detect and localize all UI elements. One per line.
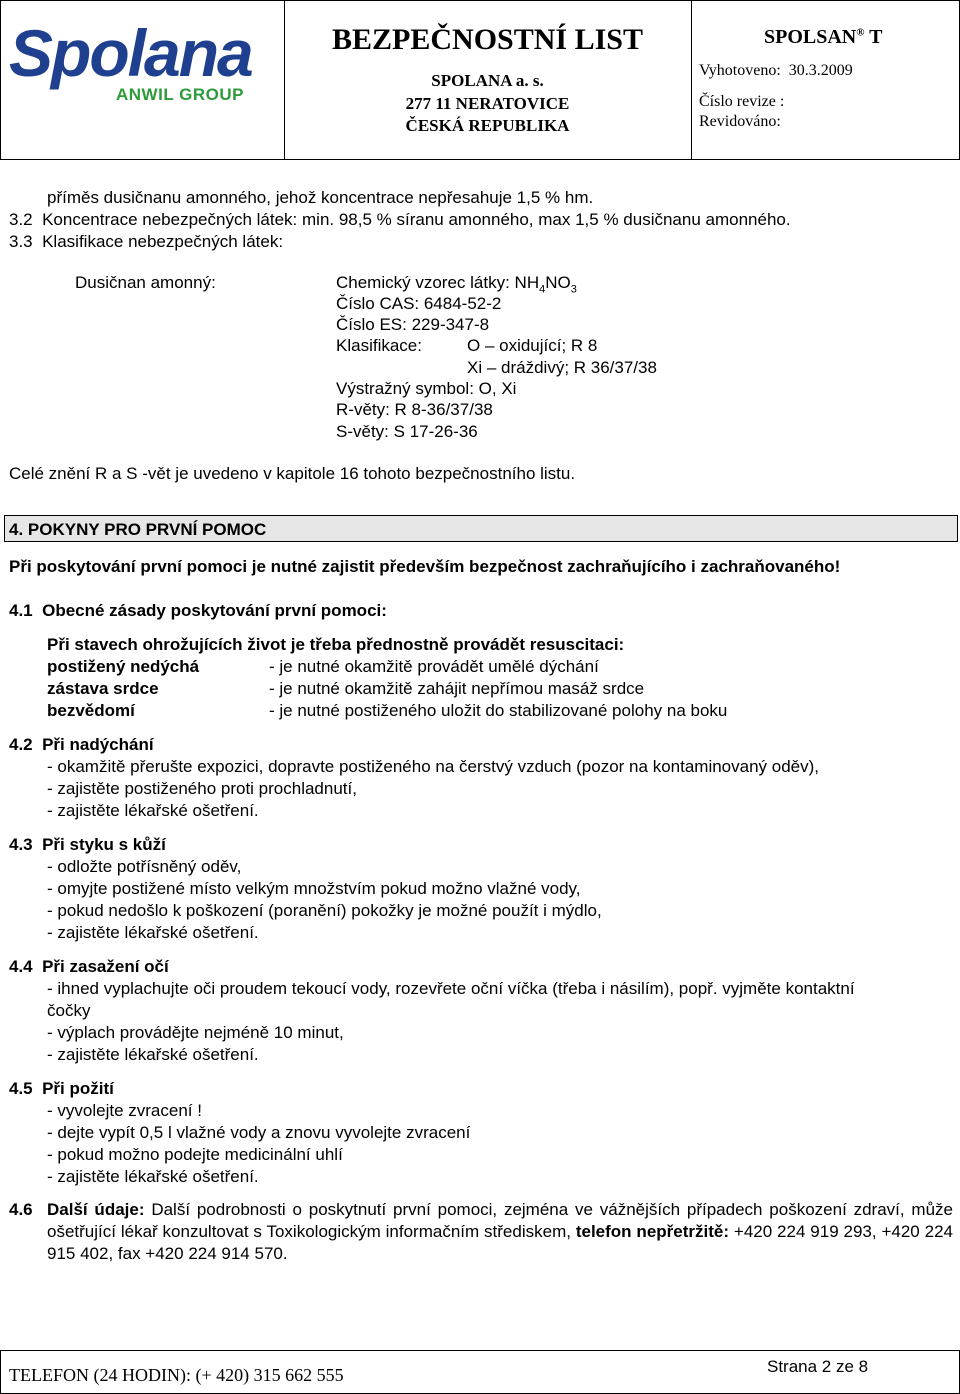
section-3-2: 3.2 Koncentrace nebezpečných látek: min. 98,5 % síranu amonného, max 1,5 % dusičnanu amonného.: [9, 210, 791, 229]
r-phrases: R-věty: R 8-36/37/38: [336, 400, 493, 419]
section-4-1: 4.1 Obecné zásady poskytování první pomoci:: [9, 601, 387, 620]
classification-oxidizing: O – oxidující; R 8: [467, 336, 598, 355]
created-date: Vyhotoveno: 30.3.2009: [699, 62, 853, 79]
instruction-line: - omyjte postižené místo velkým množstvím pokud možno vlažné vody,: [47, 879, 581, 898]
warning-symbol: Výstražný symbol: O, Xi: [336, 379, 517, 398]
logo-cell: [1, 1, 285, 159]
company-address: 277 11 NERATOVICE: [405, 94, 570, 113]
section-4-intro: Při poskytování první pomoci je nutné zajistit především bezpečnost zachraňujícího i zachraňovaného!: [9, 557, 841, 576]
instruction-line: - okamžitě přerušte expozici, dopravte postiženého na čerstvý vzduch (pozor na kontaminovaný oděv),: [47, 757, 820, 776]
phrases-note: Celé znění R a S -vět je uvedeno v kapitole 16 tohoto bezpečnostního listu.: [9, 464, 576, 483]
instruction-line: - zajistěte postiženého proti prochladnutí,: [47, 779, 357, 798]
section-4-2: 4.2 Při nadýchání: [9, 735, 154, 754]
instruction-line: - odložte potřísněný oděv,: [47, 857, 242, 876]
condition-action: - je nutné okamžitě provádět umělé dýchání: [269, 657, 599, 676]
instruction-line: - výplach provádějte nejméně 10 minut,: [47, 1023, 344, 1042]
instruction-line: - zajistěte lékařské ošetření.: [47, 923, 259, 942]
section-4-4: 4.4 Při zasažení očí: [9, 957, 169, 976]
document-footer: [0, 1350, 960, 1394]
product-name: SPOLSAN® T: [764, 26, 883, 48]
instruction-line: - pokud nedošlo k poškození (poranění) pokožky je možné použít i mýdlo,: [47, 901, 602, 920]
condition-label: postižený nedýchá: [47, 657, 200, 676]
instruction-line: - ihned vyplachujte oči proudem tekoucí vody, rozevřete oční víčka (třeba i násilím), popř. vyjměte kontaktní: [47, 979, 855, 998]
section-4-6-text: Další údaje: Další podrobnosti o poskytnutí první pomoci, zejména ve vážnějších případech poškození zdraví, může ošetřující lékař konzultovat s Toxikologickým informačním střediskem, telefon nepřetržitě: +420 224 919 293, +420 224 915 402, fax +420 224 914 570.: [47, 1200, 953, 1263]
instruction-line: - pokud možno podejte medicinální uhlí: [47, 1145, 343, 1164]
cas-number: Číslo CAS: 6484-52-2: [336, 294, 502, 313]
instruction-line: - zajistěte lékařské ošetření.: [47, 1045, 259, 1064]
revision-date: Revidováno:: [699, 113, 781, 130]
section-4-heading: 4. POKYNY PRO PRVNÍ POMOC: [4, 515, 958, 542]
text-line: příměs dusičnanu amonného, jehož koncentrace nepřesahuje 1,5 % hm.: [47, 188, 594, 207]
chemical-formula: Chemický vzorec látky: $NH_4NO_3$: [336, 273, 577, 296]
classification-irritant: Xi – dráždivý; R 36/37/38: [467, 358, 657, 377]
condition-action: - je nutné okamžitě zahájit nepřímou masáž srdce: [269, 679, 645, 698]
document-title: BEZPEČNOSTNÍ LIST: [332, 23, 643, 56]
section-3-3: 3.3 Klasifikace nebezpečných látek:: [9, 232, 284, 251]
instruction-line: - dejte vypít 0,5 l vlažné vody a znovu vyvolejte zvracení: [47, 1123, 471, 1142]
section-4-6-number: 4.6: [9, 1200, 33, 1219]
condition-label: bezvědomí: [47, 701, 135, 720]
logo-subtitle: ANWIL GROUP: [116, 85, 244, 104]
condition-label: zástava srdce: [47, 679, 159, 698]
company-country: ČESKÁ REPUBLIKA: [405, 116, 570, 135]
substance-name: Dusičnan amonný:: [75, 273, 216, 292]
instruction-line: čočky: [47, 1001, 91, 1020]
emergency-phone: TELEFON (24 HODIN): (+ 420) 315 662 555: [9, 1365, 344, 1385]
instruction-line: - vyvolejte zvracení !: [47, 1101, 202, 1120]
resuscitation-note: Při stavech ohrožujících život je třeba přednostně provádět resuscitaci:: [47, 635, 625, 654]
section-4-3: 4.3 Při styku s kůží: [9, 835, 166, 854]
page-number: Strana 2 ze 8: [767, 1357, 869, 1376]
revision-number: Číslo revize :: [699, 93, 785, 110]
instruction-line: - zajistěte lékařské ošetření.: [47, 801, 259, 820]
classification-label: Klasifikace:: [336, 336, 422, 355]
meta-cell: [691, 1, 960, 159]
condition-action: - je nutné postiženého uložit do stabilizované polohy na boku: [269, 701, 728, 720]
section-4-5: 4.5 Při požití: [9, 1079, 114, 1098]
company-name: SPOLANA a. s.: [431, 71, 544, 90]
document-header: [0, 0, 960, 160]
company-logo: Spolana: [9, 16, 252, 90]
es-number: Číslo ES: 229-347-8: [336, 315, 490, 334]
instruction-line: - zajistěte lékařské ošetření.: [47, 1167, 259, 1186]
s-phrases: S-věty: S 17-26-36: [336, 422, 478, 441]
